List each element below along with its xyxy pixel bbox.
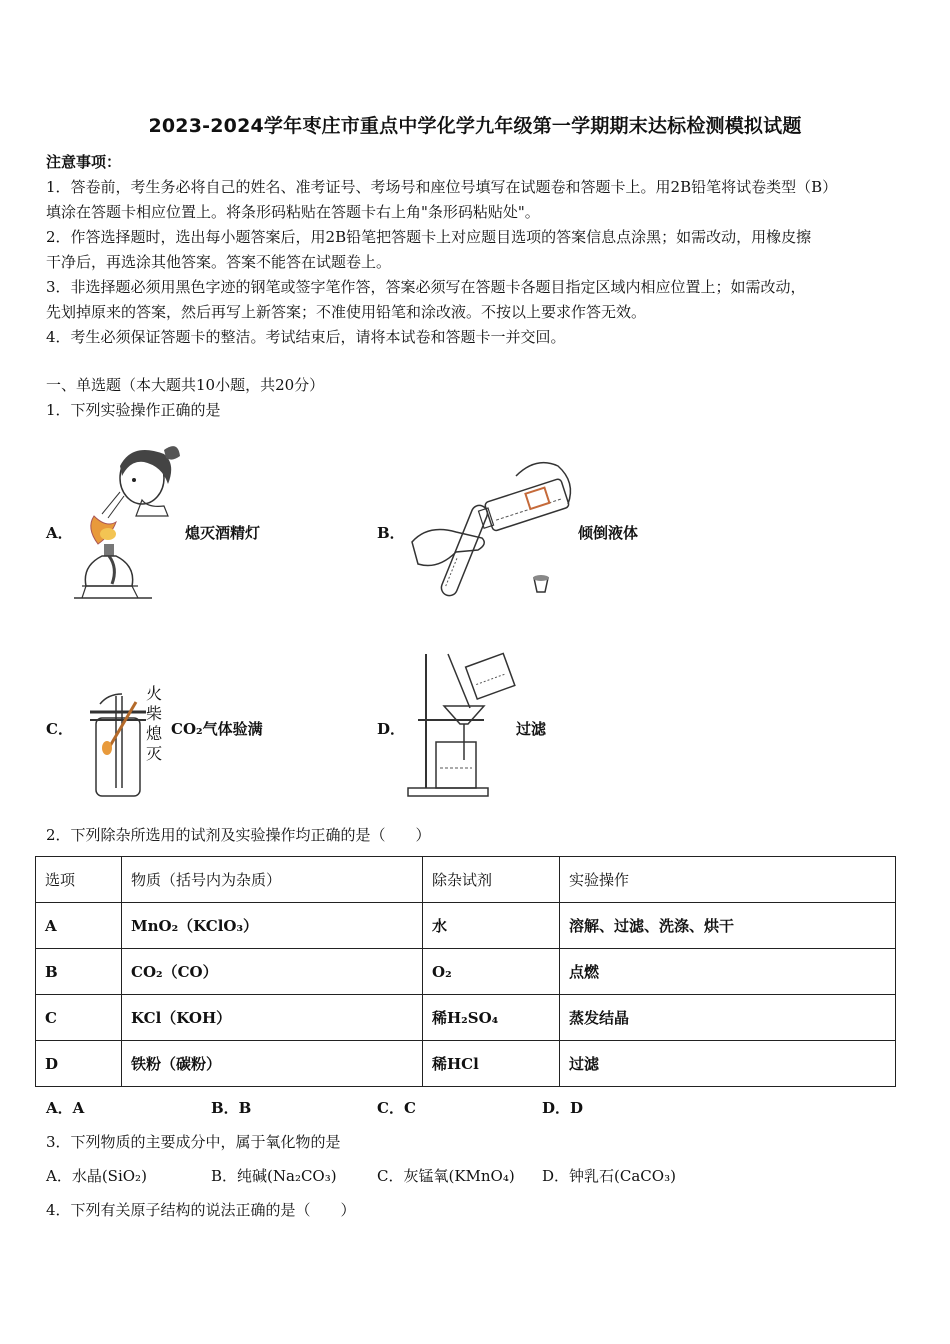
note-line: 填涂在答题卡相应位置上。将条形码粘贴在答题卡右上角"条形码粘贴处"。	[46, 203, 540, 221]
match-label-char: 柴	[146, 704, 163, 723]
table-header-cell: 物质（括号内为杂质）	[122, 857, 423, 903]
table-cell: 铁粉（碳粉）	[122, 1041, 423, 1087]
table-cell: 稀HCl	[423, 1041, 560, 1087]
table-header-cell: 实验操作	[560, 857, 896, 903]
q1-option-a-letter: A．	[46, 524, 73, 542]
table-cell: CO₂（CO）	[122, 949, 423, 995]
table-cell: D	[36, 1041, 122, 1087]
q1-option-c-caption: CO₂气体验满	[171, 720, 263, 738]
page-title: 2023-2024学年枣庄市重点中学化学九年级第一学期期末达标检测模拟试题	[148, 115, 802, 137]
q3-answer-d: D．钟乳石(CaCO₃)	[542, 1167, 676, 1185]
q3-answer-a: A．水晶(SiO₂)	[46, 1167, 147, 1185]
q3-answer-c: C．灰锰氧(KMnO₄)	[377, 1167, 515, 1185]
table-cell: 稀H₂SO₄	[423, 995, 560, 1041]
table-header-row	[36, 857, 896, 903]
table-cell: 水	[423, 903, 560, 949]
match-label-char: 火	[146, 684, 163, 703]
match-label-char: 灭	[146, 744, 163, 763]
blowing-out-lamp-illustration	[72, 436, 184, 602]
q2-stem: 2．下列除杂所选用的试剂及实验操作均正确的是（ ）	[46, 826, 431, 844]
q1-stem: 1．下列实验操作正确的是	[46, 401, 221, 419]
notes-heading: 注意事项：	[46, 153, 122, 171]
q1-option-b-caption: 倾倒液体	[578, 524, 639, 542]
table-row	[36, 995, 896, 1041]
notes-block	[46, 150, 906, 350]
q2-answer-c: C．C	[377, 1099, 416, 1117]
table-cell: KCl（KOH）	[122, 995, 423, 1041]
table-cell: C	[36, 995, 122, 1041]
note-line: 干净后，再选涂其他答案。答案不能答在试题卷上。	[46, 253, 392, 271]
filtration-illustration	[404, 650, 516, 800]
table-row	[36, 1041, 896, 1087]
note-line: 先划掉原来的答案，然后再写上新答案；不准使用铅笔和涂改液。不按以上要求作答无效。	[46, 303, 647, 321]
q3-answer-b: B．纯碱(Na₂CO₃)	[211, 1167, 337, 1185]
table-cell: 溶解、过滤、洗涤、烘干	[560, 903, 896, 949]
table-cell: 过滤	[560, 1041, 896, 1087]
q1-option-d-letter: D．	[377, 720, 406, 738]
q2-table	[35, 856, 896, 1087]
table-cell: O₂	[423, 949, 560, 995]
pouring-liquid-illustration	[408, 452, 578, 602]
match-label-char: 熄	[146, 724, 163, 743]
note-line: 4．考生必须保证答题卡的整洁。考试结束后，请将本试卷和答题卡一并交回。	[46, 328, 566, 346]
note-line: 3．非选择题必须用黑色字迹的钢笔或签字笔作答，答案必须写在答题卡各题目指定区域内相应位置上；如需改动，	[46, 278, 806, 296]
table-cell: MnO₂（KClO₃）	[122, 903, 423, 949]
q1-option-a-caption: 熄灭酒精灯	[185, 524, 261, 542]
table-cell: A	[36, 903, 122, 949]
note-line: 2．作答选择题时，选出每小题答案后，用2B铅笔把答题卡上对应题目选项的答案信息点涂黑；如需改动，用橡皮擦	[46, 228, 812, 246]
table-row	[36, 903, 896, 949]
table-header-cell: 选项	[36, 857, 122, 903]
table-cell: 点燃	[560, 949, 896, 995]
q1-option-c-letter: C．	[46, 720, 73, 738]
table-cell: 蒸发结晶	[560, 995, 896, 1041]
q2-answer-b: B．B	[211, 1099, 252, 1117]
q3-stem: 3．下列物质的主要成分中，属于氧化物的是	[46, 1133, 341, 1151]
table-header-cell: 除杂试剂	[423, 857, 560, 903]
table-cell: B	[36, 949, 122, 995]
q1-option-b-letter: B．	[377, 524, 405, 542]
table-row	[36, 949, 896, 995]
q4-stem: 4．下列有关原子结构的说法正确的是（ ）	[46, 1201, 356, 1219]
q2-answer-d: D．D	[542, 1099, 584, 1117]
match-extinguish-label	[146, 684, 166, 764]
note-line: 1．答卷前，考生务必将自己的姓名、准考证号、考场号和座位号填写在试题卷和答题卡上。用2B铅笔将试卷类型（B）	[46, 178, 838, 196]
q1-option-d-caption: 过滤	[516, 720, 547, 738]
q2-answer-a: A．A	[46, 1099, 85, 1117]
section-heading: 一、单选题（本大题共10小题，共20分）	[46, 376, 325, 394]
